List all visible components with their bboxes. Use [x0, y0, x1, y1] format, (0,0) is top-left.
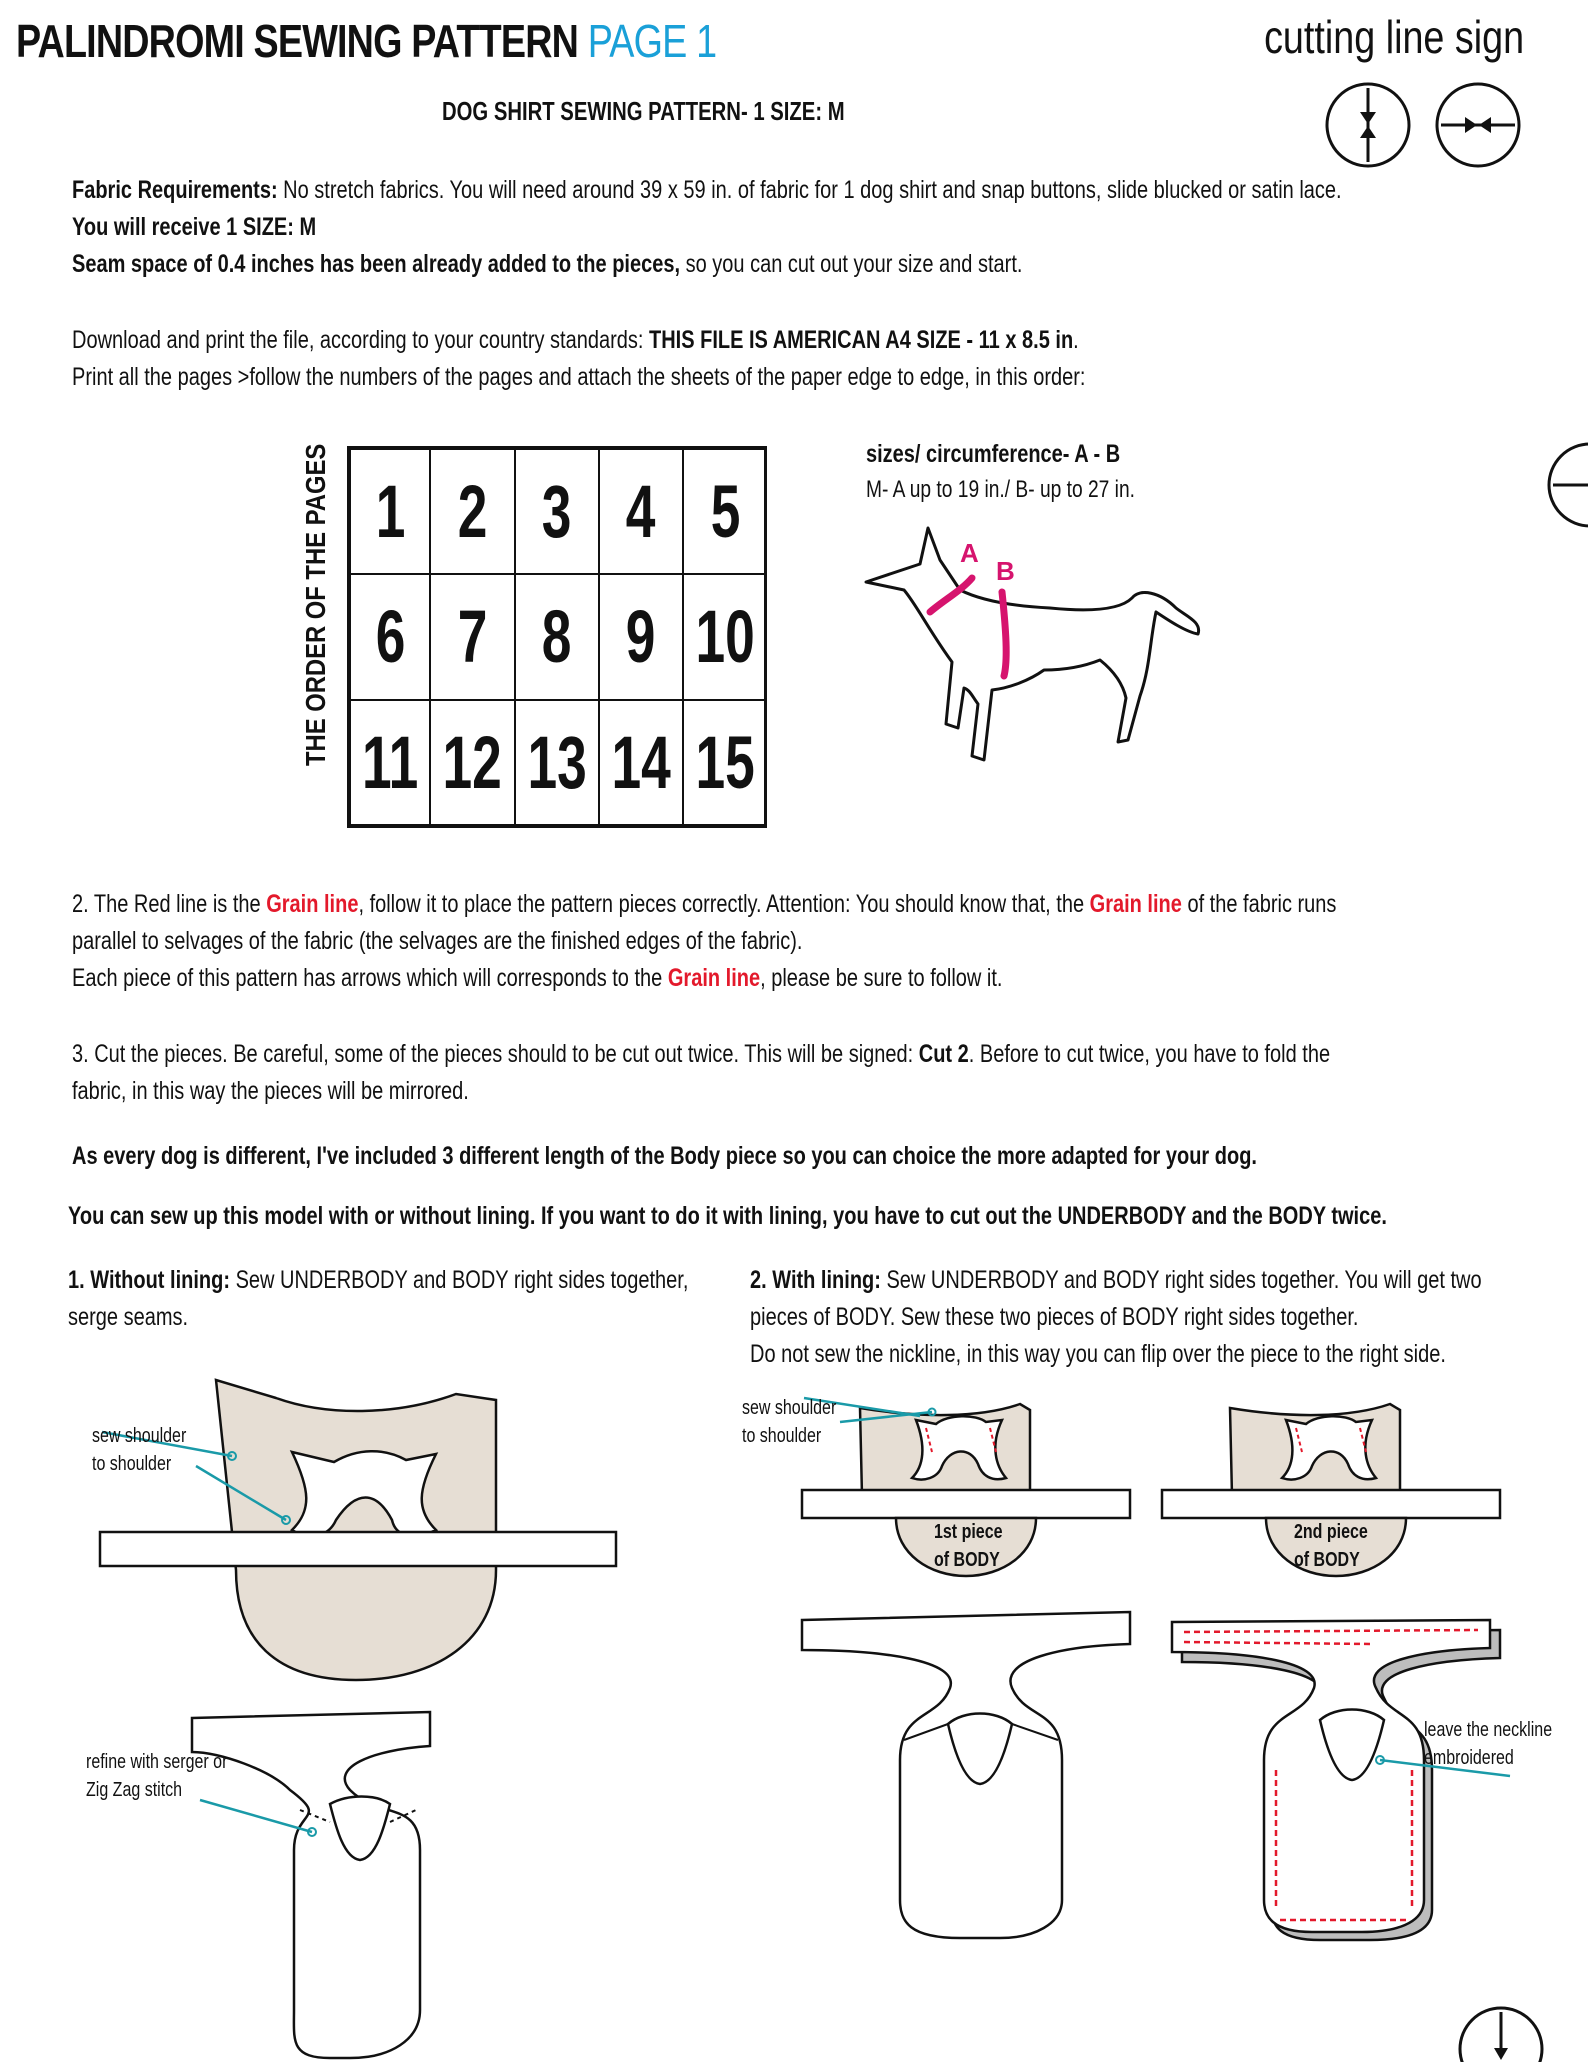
without-lining-label: 1. Without lining:	[68, 1266, 231, 1294]
cutting-sign-bottom-edge-icon	[1456, 2004, 1546, 2062]
download-end: .	[1073, 326, 1079, 354]
cutting-line-sign-label: cutting line sign	[1263, 11, 1524, 63]
page-order-cell	[599, 574, 683, 699]
seam-text: so you can cut out your size and start.	[680, 250, 1023, 278]
title-page-number: PAGE 1	[587, 15, 717, 67]
page-order-cell	[599, 449, 683, 574]
page-order-number: 10	[695, 595, 755, 679]
piece2-label-b: of BODY	[1294, 1549, 1360, 1571]
page-order-number: 12	[442, 720, 503, 804]
download-bold: THIS FILE IS AMERICAN A4 SIZE - 11 x 8.5 in	[649, 326, 1074, 354]
page-order-number: 9	[626, 595, 656, 679]
grain-text-4: Each piece of this pattern has arrows which will corresponds to the	[72, 964, 668, 992]
page-order-cell	[350, 700, 430, 825]
download-line	[72, 322, 1079, 359]
page-order-cell	[683, 449, 767, 574]
sizes-title: sizes/ circumference- A - B	[866, 440, 1121, 468]
grain-text-1: 2. The Red line is the	[72, 890, 267, 918]
download-text: Download and print the file, according to your country standards:	[72, 326, 649, 354]
annot-leave-neckline-1: leave the neckline	[1424, 1719, 1553, 1741]
piece1-label-a: 1st piece	[934, 1521, 1003, 1543]
cut-mirrored: fabric, in this way the pieces will be mirrored.	[72, 1077, 469, 1105]
with-lining-label: 2. With lining:	[750, 1266, 881, 1294]
sizes-detail: M- A up to 19 in./ B- up to 27 in.	[866, 476, 1135, 503]
seam-space	[72, 246, 1022, 283]
page-order-cell	[350, 449, 430, 574]
with-lining-line2: pieces of BODY. Sew these two pieces of BODY right sides together.	[750, 1303, 1359, 1331]
dog-measurement-illustration	[860, 520, 1210, 770]
measure-label-a: A	[960, 538, 979, 568]
cut-text-2: . Before to cut twice, you have to fold the	[968, 1040, 1331, 1068]
cut-paragraph	[72, 1036, 1330, 1073]
annot-sew-shoulder-right-1: sew shoulder	[742, 1397, 837, 1419]
grain-line-paragraph	[72, 886, 1336, 923]
measure-label-b: B	[996, 556, 1015, 586]
page-order-number: 7	[457, 595, 488, 679]
page-order-cell	[515, 700, 599, 825]
piece2-label-a: 2nd piece	[1294, 1521, 1368, 1543]
annot-sew-shoulder-left-2: to shoulder	[92, 1453, 172, 1475]
page-title	[16, 14, 716, 68]
annot-refine-2: Zig Zag stitch	[86, 1779, 183, 1801]
cutting-sign-right-edge-icon	[1545, 440, 1588, 530]
grain-word-2: Grain line	[1089, 890, 1182, 918]
page-order-cell	[430, 700, 514, 825]
page-order-number: 6	[375, 595, 405, 679]
grain-arrows	[72, 960, 1002, 997]
page-order-number: 11	[361, 720, 419, 804]
page-order-number: 4	[626, 470, 656, 554]
page-order-cell	[683, 574, 767, 699]
cut-2-bold: Cut 2	[918, 1040, 969, 1068]
cutting-sign-vertical-icon	[1323, 80, 1413, 170]
page-order-number: 2	[457, 470, 488, 554]
cut-text-1: 3. Cut the pieces. Be careful, some of the pieces should to be cut out twice. This will be signed:	[72, 1040, 919, 1068]
grain-text-3: of the fabric runs	[1181, 890, 1337, 918]
annot-leave-neckline-2: embroidered	[1424, 1747, 1514, 1769]
without-lining-body-illustration	[96, 1370, 626, 1710]
page-order-cell	[430, 574, 514, 699]
grain-text-5: , please be sure to follow it.	[760, 964, 1003, 992]
print-instructions: Print all the pages >follow the numbers of the pages and attach the sheets of the paper edge to edge, in this order:	[72, 363, 1086, 391]
without-lining-line2: serge seams.	[68, 1303, 189, 1331]
page-order-cell	[683, 700, 767, 825]
piece1-label-b: of BODY	[934, 1549, 1000, 1571]
grain-selvages: parallel to selvages of the fabric (the selvages are the finished edges of the fabric).	[72, 927, 803, 955]
without-lining-text1: Sew UNDERBODY and BODY right sides together,	[230, 1266, 689, 1294]
page-order-cell	[515, 449, 599, 574]
without-lining-line1	[68, 1262, 688, 1299]
page-order-number: 1	[375, 470, 405, 554]
with-lining-line1	[750, 1262, 1482, 1299]
size-line: You will receive 1 SIZE: M	[72, 213, 317, 241]
with-lining-flipped-body-illustration	[1170, 1610, 1520, 1940]
page-order-number: 15	[695, 720, 755, 804]
grain-text-2: , follow it to place the pattern pieces correctly. Attention: You should know that, the	[358, 890, 1090, 918]
with-lining-line3: Do not sew the nickline, in this way you can flip over the piece to the right side.	[750, 1340, 1446, 1368]
refine-pointer-line	[200, 1790, 320, 1850]
annot-sew-shoulder-left-1: sew shoulder	[92, 1425, 187, 1447]
page-order-cell	[599, 700, 683, 825]
pattern-subtitle: DOG SHIRT SEWING PATTERN- 1 SIZE: M	[442, 96, 845, 126]
annot-sew-shoulder-right-2: to shoulder	[742, 1425, 822, 1447]
with-lining-text1: Sew UNDERBODY and BODY right sides together. You will get two	[880, 1266, 1482, 1294]
page-order-cell	[350, 574, 430, 699]
with-lining-sewn-body-illustration	[800, 1610, 1140, 1940]
page-order-number: 14	[611, 720, 671, 804]
grain-word-1: Grain line	[266, 890, 359, 918]
page-order-number: 3	[541, 470, 572, 554]
page-order-cell	[515, 574, 599, 699]
lining-note: You can sew up this model with or without lining. If you want to do it with lining, you have to cut out the UNDERBODY and the BODY twice.	[68, 1202, 1387, 1230]
measure-b-line	[1002, 592, 1006, 676]
every-dog-note: As every dog is different, I've included 3 different length of the Body piece so you can choice the more adapted for your dog.	[72, 1142, 1257, 1170]
page-order-label: THE ORDER OF THE PAGES	[300, 443, 331, 766]
annot-refine-1: refine with serger or	[86, 1751, 228, 1773]
title-main: PALINDROMI SEWING PATTERN	[16, 15, 579, 67]
grain-word-3: Grain line	[667, 964, 761, 992]
cutting-sign-horizontal-icon	[1433, 80, 1523, 170]
page-order-cell	[430, 449, 514, 574]
page-order-number: 5	[710, 470, 741, 554]
seam-bold: Seam space of 0.4 inches has been already added to the pieces,	[72, 250, 681, 278]
fabric-text: No stretch fabrics. You will need around 39 x 59 in. of fabric for 1 dog shirt and snap buttons, slide blucked or satin lace.	[277, 176, 1342, 204]
page-order-number: 13	[527, 720, 587, 804]
page-order-number: 8	[541, 595, 572, 679]
page-order-grid	[347, 446, 767, 828]
fabric-label: Fabric Requirements:	[72, 176, 278, 204]
fabric-requirements	[72, 172, 1342, 209]
